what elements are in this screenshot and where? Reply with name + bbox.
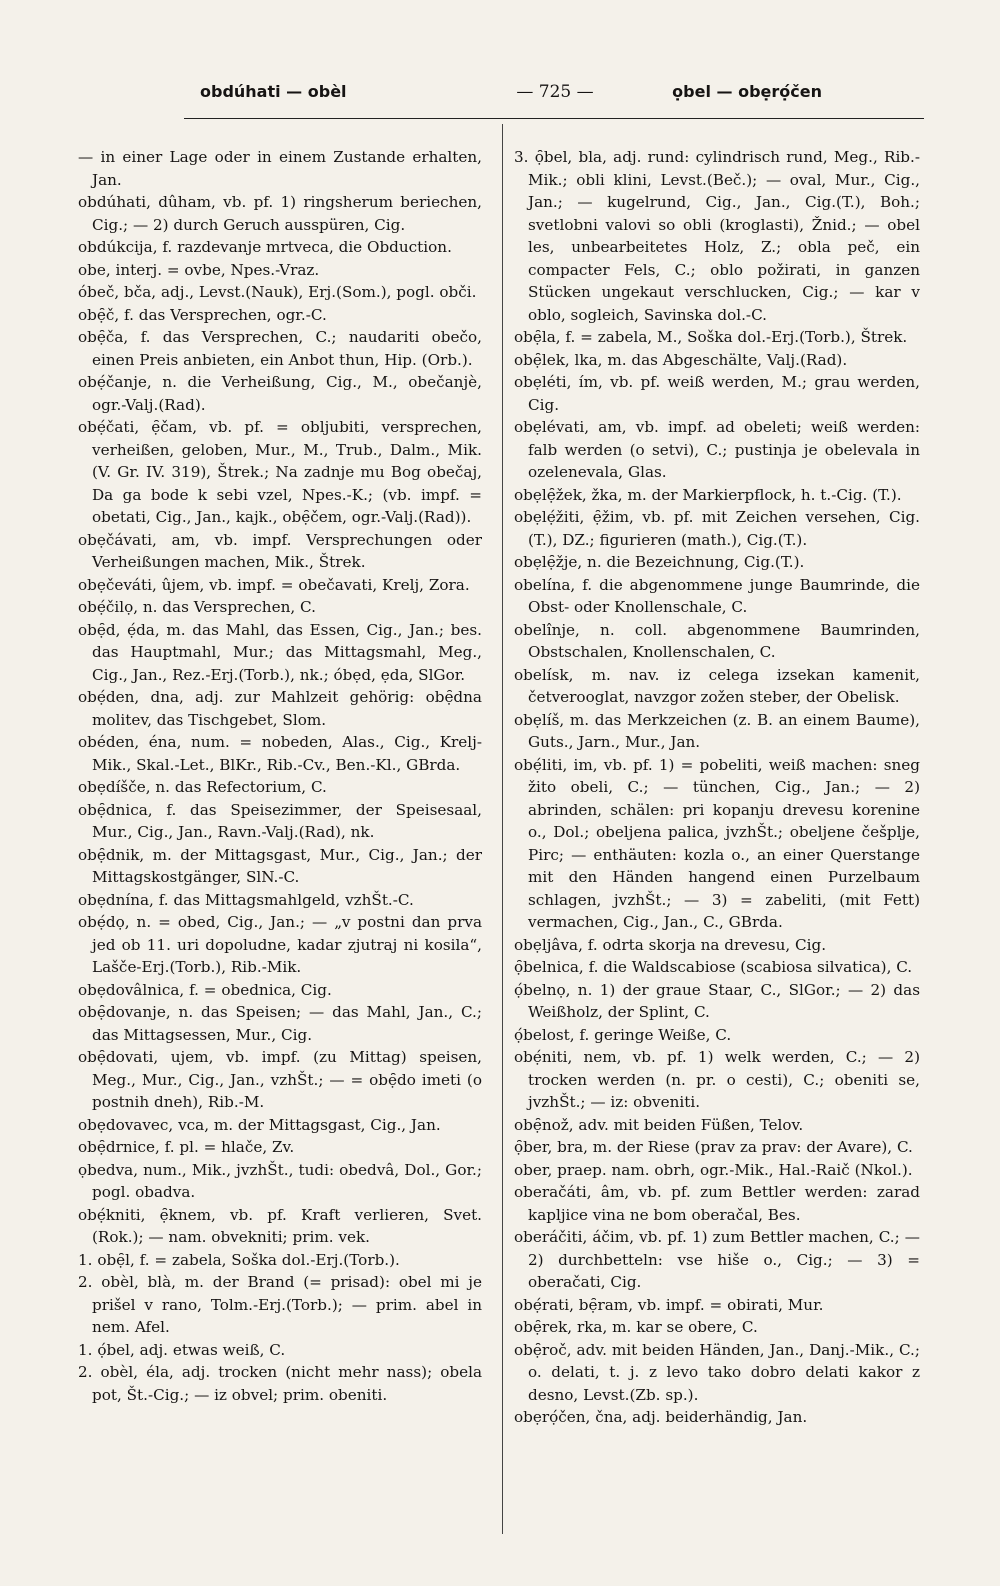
- dictionary-entry: obẹljâva, f. odrta skorja na drevesu, Cig.: [514, 935, 827, 954]
- dictionary-entry: obẹ̑dnica, f. das Speisezimmer, der Speisesaal, Mur., Cig., Jan., Ravn.-Valj.(Rad), nk.: [78, 800, 482, 841]
- dictionary-entry: obéden, éna, num. = nobeden, Alas., Cig., Krelj-Mik., Skal.-Let., BlKr., Rib.-Cv., Ben.-Kl., GBrda.: [78, 733, 482, 774]
- dictionary-entry: 1. ọ́bel, adj. etwas weiß, C.: [78, 1340, 286, 1359]
- dictionary-entry: 1. obẹ̑l, f. = zabela, Soška dol.-Erj.(Torb.).: [78, 1250, 400, 1269]
- dictionary-entry: obẹlévati, am, vb. impf. ad obeleti; weiß werden: falb werden (o setvi), C.; pustinja je obelevala in ozelenevala, Glas.: [514, 418, 920, 481]
- dictionary-entry: obẹ̑la, f. = zabela, M., Soška dol.-Erj.(Torb.), Štrek.: [514, 328, 908, 346]
- dictionary-entry: obẹ̑drnice, f. pl. = hlače, Zv.: [78, 1138, 295, 1156]
- dictionary-entry: obẹ́čati, ẹ̑čam, vb. pf. = obljubiti, versprechen, verheißen, geloben, Mur., M., Trub., Dalm., Mik.(V. Gr. IV. 319), Štrek.; Na zadnje mu Bog obečaj, Da ga bode k sebi vzel, Npes.-K.; (vb. impf. = obetati, Cig., Jan., kajk., obẹ̑čem, ogr.-Valj.(Rad)).: [78, 418, 482, 526]
- dictionary-entry: obẹ̑ča, f. das Versprechen, C.; naudariti obečo, einen Preis anbieten, ein Anbot thun, Hip. (Orb.).: [78, 328, 482, 369]
- dictionary-entry: óbeč, bča, adj., Levst.(Nauk), Erj.(Som.), pogl. obči.: [78, 283, 477, 301]
- dictionary-entry: obẹlẹ̑žje, n. die Bezeichnung, Cig.(T.).: [514, 553, 805, 571]
- left-column: [78, 146, 482, 1556]
- dictionary-entry: obẹléti, ím, vb. pf. weiß werden, M.; grau werden, Cig.: [514, 373, 920, 414]
- page-number: — 725 —: [516, 82, 594, 102]
- dictionary-entry: obẹčeváti, ûjem, vb. impf. = obečavati, Krelj, Zora.: [78, 575, 470, 594]
- right-column: [514, 146, 920, 1556]
- dictionary-entry: obẹdovâlnica, f. = obednica, Cig.: [78, 980, 332, 999]
- dictionary-entry: obẹ̑roč, adv. mit beiden Händen, Jan., Danj.-Mik., C.; o. delati, t. j. z levo tako dobro delati kakor z desno, Levst.(Zb. sp.).: [514, 1340, 920, 1404]
- dictionary-entry: 3. ọ̑bel, bla, adj. rund: cylindrisch rund, Meg., Rib.-Mik.; obli klini, Levst.(Beč.); — oval, Mur., Cig., Jan.; — kugelrund, Cig., Jan., Cig.(T.), Boh.; svetlobni valovi so obli (kroglasti), Žnid.; — obel les, unbearbeitetes Holz, Z.; obla peč, ein compacter Fels, C.; oblo požirati, in ganzen Stücken ungekaut verschlucken, Cig.; — kar v oblo, sogleich, Savinska dol.-C.: [514, 148, 920, 324]
- dictionary-entry: ọ́belost, f. geringe Weiße, C.: [514, 1025, 732, 1044]
- dictionary-entry: ọ̑belnica, f. die Waldscabiose (scabiosa silvatica), C.: [514, 958, 913, 976]
- column-divider: [502, 124, 503, 1534]
- dictionary-entry: — in einer Lage oder in einem Zustande erhalten, Jan.: [78, 148, 482, 189]
- header-rule: [184, 118, 924, 119]
- dictionary-entry: oberačáti, âm, vb. pf. zum Bettler werden: zarad kapljice vina ne bom oberačal, Bes.: [514, 1183, 920, 1224]
- dictionary-entry: ọbedva, num., Mik., jvzhŠt., tudi: obedvâ, Dol., Gor.; pogl. obadva.: [78, 1160, 482, 1201]
- dictionary-entry: obe, interj. = ovbe, Npes.-Vraz.: [78, 260, 320, 279]
- dictionary-entry: obẹlẹ̑žek, žka, m. der Markierpflock, h. t.-Cig. (T.).: [514, 485, 902, 504]
- dictionary-entry: obẹ̑dovati, ujem, vb. impf. (zu Mittag) speisen, Meg., Mur., Cig., Jan., vzhŠt.; — = obẹ̑do imeti (o postnih dneh), Rib.-M.: [78, 1048, 482, 1111]
- dictionary-entry: obẹdnína, f. das Mittagsmahlgeld, vzhŠt.-C.: [78, 890, 414, 909]
- dictionary-entry: obẹ́čanje, n. die Verheißung, Cig., M., obečanjè, ogr.-Valj.(Rad).: [78, 373, 482, 414]
- dictionary-entry: obelína, f. die abgenommene junge Baumrinde, die Obst- oder Knollenschale, C.: [514, 575, 920, 616]
- dictionary-entry: obẹ̑dnik, m. der Mittagsgast, Mur., Cig., Jan.; der Mittagskostgänger, SlN.-C.: [78, 845, 482, 886]
- dictionary-entry: 2. obèl, éla, adj. trocken (nicht mehr nass); obela pot, Št.-Cig.; — iz obvel; prim. obeniti.: [78, 1363, 482, 1404]
- header-right-guideword: ọbel — obẹrọ́čen: [672, 82, 822, 101]
- dictionary-entry: obẹdovavec, vca, m. der Mittagsgast, Cig., Jan.: [78, 1115, 441, 1134]
- dictionary-entry: obẹ́kniti, ẹ̑knem, vb. pf. Kraft verlieren, Svet. (Rok.); — nam. obvekniti; prim. vek.: [78, 1205, 482, 1246]
- dictionary-entry: obẹ̑d, ẹ́da, m. das Mahl, das Essen, Cig., Jan.; bes. das Hauptmahl, Mur.; das Mittagsmahl, Meg., Cig., Jan., Rez.-Erj.(Torb.), nk.; óbẹd, ẹda, SlGor.: [78, 620, 482, 684]
- header-left-guideword: obdúhati — obèl: [200, 82, 347, 101]
- dictionary-entry: ober, praep. nam. obrh, ogr.-Mik., Hal.-Raič (Nkol.).: [514, 1160, 913, 1179]
- dictionary-entry: oberáčiti, áčim, vb. pf. 1) zum Bettler machen, C.; — 2) durchbetteln: vse hiše o., Cig.; — 3) = oberačati, Cig.: [514, 1228, 920, 1291]
- dictionary-entry: 2. obèl, blà, m. der Brand (= prisad): obel mi je prišel v rano, Tolm.-Erj.(Torb.); — prim. abel in nem. Afel.: [78, 1273, 482, 1336]
- dictionary-entry: obẹ̑dovanje, n. das Speisen; — das Mahl, Jan., C.; das Mittagsessen, Mur., Cig.: [78, 1003, 482, 1044]
- dictionary-entry: obẹčávati, am, vb. impf. Versprechungen oder Verheißungen machen, Mik., Štrek.: [78, 530, 482, 571]
- dictionary-entry: obẹ́čilọ, n. das Versprechen, C.: [78, 598, 316, 616]
- dictionary-entry: obẹ́dọ, n. = obed, Cig., Jan.; — „v postni dan prva jed ob 11. uri dopoludne, kadar zjutraj ni kosila“, Lašče-Erj.(Torb.), Rib.-Mik.: [78, 913, 482, 976]
- dictionary-entry: obẹ̑lek, lka, m. das Abgeschälte, Valj.(Rad).: [514, 350, 848, 369]
- dictionary-entry: obẹ̑nož, adv. mit beiden Füßen, Telov.: [514, 1115, 804, 1134]
- dictionary-entry: obẹ̑č, f. das Versprechen, ogr.-C.: [78, 305, 327, 324]
- dictionary-entry: obẹ̑rek, rka, m. kar se obere, C.: [514, 1318, 758, 1336]
- page-header: [120, 82, 940, 112]
- dictionary-entry: obẹrọ́čen, čna, adj. beiderhändig, Jan.: [514, 1408, 808, 1426]
- dictionary-entry: obẹlẹ́žiti, ẹ̑žim, vb. pf. mit Zeichen versehen, Cig.(T.), DZ.; figurieren (math.), Cig.(T.).: [514, 508, 920, 549]
- dictionary-entry: obelísk, m. nav. iz celega izsekan kamenit, četverooglat, navzgor zožen steber, der Obelisk.: [514, 665, 920, 706]
- dictionary-entry: obẹ́liti, im, vb. pf. 1) = pobeliti, weiß machen: sneg žito obeli, C.; — tünchen, Cig., Jan.; — 2) abrinden, schälen: pri kopanju drevesu korenine o., Dol.; obeljena palica, jvzhŠt.; obeljene češplje, Pirc; — enthäuten: kozla o., an einer Querstange mit den Händen hangend einen Purzelbaum schlagen, jvzhŠt.; — 3) = zabeliti, (mit Fett) vermachen, Cig., Jan., C., GBrda.: [514, 755, 920, 931]
- dictionary-entry: obẹ́rati, bẹ̑ram, vb. impf. = obirati, Mur.: [514, 1295, 824, 1314]
- dictionary-entry: obẹ́den, dna, adj. zur Mahlzeit gehörig: obẹ̑dna molitev, das Tischgebet, Slom.: [78, 688, 482, 729]
- dictionary-entry: ọ̑ber, bra, m. der Riese (prav za prav: der Avare), C.: [514, 1138, 913, 1156]
- dictionary-entry: obẹdíšče, n. das Refectorium, C.: [78, 778, 327, 796]
- dictionary-entry: obdúhati, dûham, vb. pf. 1) ringsherum beriechen, Cig.; — 2) durch Geruch ausspüren, Cig.: [78, 193, 482, 234]
- dictionary-entry: obdúkcija, f. razdevanje mrtveca, die Obduction.: [78, 238, 452, 256]
- dictionary-entry: obẹlíš, m. das Merkzeichen (z. B. an einem Baume), Guts., Jarn., Mur., Jan.: [514, 710, 920, 751]
- dictionary-entry: obelînje, n. coll. abgenommene Baumrinden, Obstschalen, Knollenschalen, C.: [514, 620, 920, 661]
- dictionary-entry: ọ́belnọ, n. 1) der graue Staar, C., SlGor.; — 2) das Weißholz, der Splint, C.: [514, 980, 920, 1021]
- dictionary-entry: obẹ́niti, nem, vb. pf. 1) welk werden, C.; — 2) trocken werden (n. pr. o cesti), C.; obeniti se, jvzhŠt.; — iz: obveniti.: [514, 1048, 920, 1111]
